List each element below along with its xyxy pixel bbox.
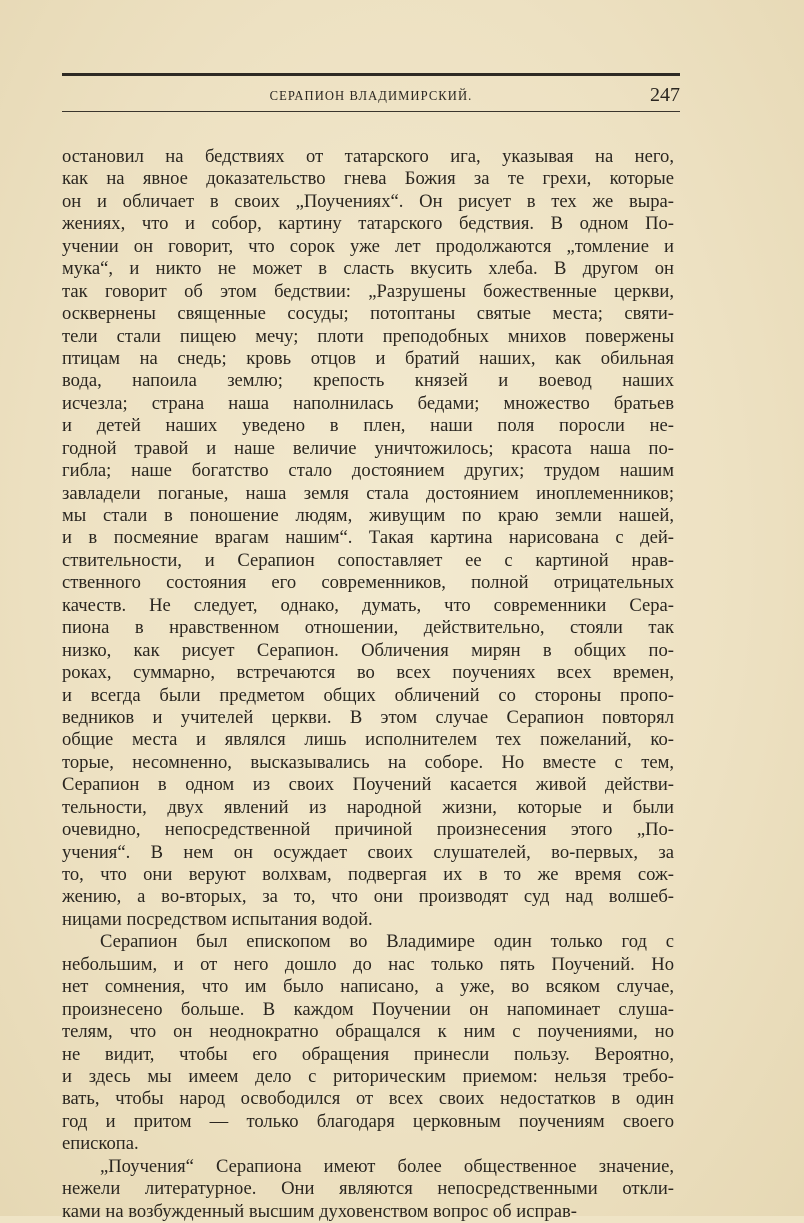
- text-line: пиона в нравственном отношении, действительно, стояли так: [62, 617, 674, 639]
- text-line: тельности, двух явлений из народной жизни, которые и были: [62, 796, 674, 818]
- text-line: то, что они веруют волхвам, подвергая их в то же время сож-: [62, 864, 674, 885]
- text-line: год и притом — только благодаря церковным поучениям своего: [62, 1110, 674, 1132]
- text-line: небольшим, и от него дошло до нас только пять Поучений. Но: [62, 953, 674, 975]
- text-line: ницами посредством испытания водой.: [62, 908, 373, 930]
- text-line: епископа.: [62, 1133, 139, 1155]
- text-line: торые, несомненно, высказывались на соборе. Но вместе с тем,: [62, 751, 674, 773]
- text-line: очевидно, непосредственной причиной произнесения этого „По-: [62, 819, 674, 841]
- text-line: он и обличает в своих „Поучениях“. Он рисует в тех же выра-: [62, 190, 674, 212]
- paragraph: [62, 146, 674, 931]
- text-line: жению, а во-вторых, за то, что они производят суд над волшеб-: [62, 886, 674, 908]
- text-line: и в посмеяние врагам нашим“. Такая картина нарисована с дей-: [62, 527, 674, 549]
- body-text: [62, 146, 674, 1223]
- text-line: учении он говорит, что сорок уже лет продолжаются „томление и: [62, 235, 674, 257]
- running-title: СЕРАПИОН ВЛАДИМИРСКИЙ.: [269, 89, 473, 104]
- paragraph: [62, 931, 674, 1155]
- text-line: осквернены священные сосуды; потоптаны святые места; святи-: [62, 303, 674, 325]
- running-head: [62, 84, 680, 110]
- text-line: и всегда были предметом общих обличений со стороны пропо-: [62, 684, 674, 706]
- text-line: тели стали пищею мечу; плоти преподобных мнихов повержены: [62, 325, 674, 347]
- text-line: завладели поганые, наша земля стала достоянием иноплеменников;: [62, 482, 674, 504]
- text-line: мы стали в поношение людям, живущим по краю земли нашей,: [62, 505, 674, 526]
- text-line: остановил на бедствиях от татарского ига, указывая на него,: [62, 146, 674, 167]
- text-line: исчезла; страна наша наполнилась бедами; множество братьев: [62, 392, 674, 414]
- text-line: телям, что он неоднократно обращался к ним с поучениями, но: [62, 1021, 674, 1043]
- text-line: нет сомнения, что им было написано, а уже, во всяком случае,: [62, 976, 674, 998]
- text-line: Серапион был епископом во Владимире один только год с: [100, 931, 674, 953]
- header-rule-thin: [62, 111, 680, 112]
- text-line: как на явное доказательство гнева Божия за те грехи, которые: [62, 168, 674, 190]
- text-line: ственного состояния его современников, полной отрицательных: [62, 572, 674, 594]
- text-line: не видит, чтобы его обращения принесли пользу. Вероятно,: [62, 1043, 674, 1065]
- text-line: так говорит об этом бедствии: „Разрушены божественные церкви,: [62, 280, 674, 302]
- text-line: ведников и учителей церкви. В этом случае Серапион повторял: [62, 706, 674, 728]
- text-line: ками на возбужденный высшим духовенством вопрос об исправ-: [62, 1200, 577, 1222]
- text-line: и детей наших уведено в плен, наши поля поросли не-: [62, 415, 674, 437]
- text-line: и здесь мы имеем дело с риторическим приемом: нельзя требо-: [62, 1065, 674, 1087]
- text-line: птицам на снедь; кровь отцов и братий наших, как обильная: [62, 347, 674, 369]
- text-line: годной травой и наше величие уничтожилось; красота наша по-: [62, 437, 674, 459]
- text-line: жениях, что и собор, картину татарского бедствия. В одном По-: [62, 213, 674, 235]
- text-line: „Поучения“ Серапиона имеют более общественное значение,: [100, 1155, 674, 1177]
- paragraph: [62, 1156, 674, 1223]
- text-line: нежели литературное. Они являются непосредственными откли-: [62, 1178, 674, 1200]
- text-line: произнесено больше. В каждом Поучении он напоминает слуша-: [62, 998, 674, 1020]
- text-line: общие места и являлся лишь исполнителем тех пожеланий, ко-: [62, 729, 674, 751]
- text-line: низко, как рисует Серапион. Обличения мирян в общих по-: [62, 639, 674, 661]
- text-line: вать, чтобы народ освободился от всех своих недостатков в один: [62, 1088, 674, 1110]
- text-line: Серапион в одном из своих Поучений касается живой действи-: [62, 774, 674, 796]
- text-line: гибла; наше богатство стало достоянием других; трудом нашим: [62, 460, 674, 482]
- text-line: качеств. Не следует, однако, думать, что современники Сера-: [62, 594, 674, 616]
- text-line: мука“, и никто не может в сласть вкусить хлеба. В другом он: [62, 258, 674, 280]
- page-number: 247: [650, 84, 680, 106]
- header-rule-thick: [62, 73, 680, 76]
- text-line: вода, напоила землю; крепость князей и воевод наших: [62, 370, 674, 392]
- text-line: роках, суммарно, встречаются во всех поучениях всех времен,: [62, 662, 674, 684]
- text-line: учения“. В нем он осуждает своих слушателей, во-первых, за: [62, 841, 674, 863]
- text-line: ствительности, и Серапион сопоставляет ее с картиной нрав-: [62, 549, 674, 571]
